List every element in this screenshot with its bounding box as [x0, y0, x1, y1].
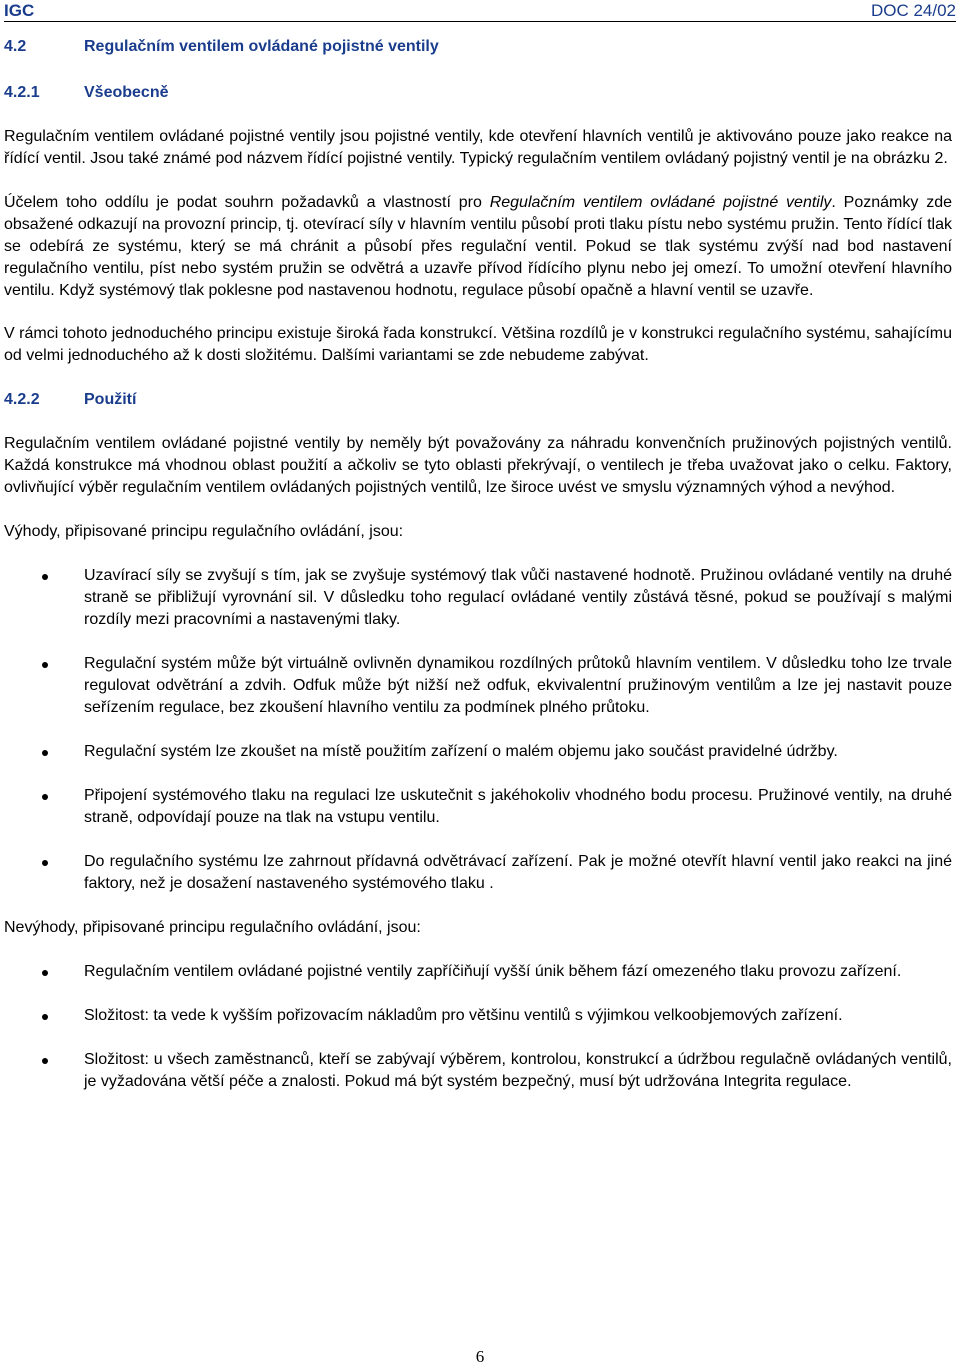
purpose-italic-term: Regulačním ventilem ovládané pojistné ventily [489, 194, 832, 211]
purpose-text-b: . Poznámky zde obsažené odkazují na provozní princip, tj. otevírací síly v hlavním ventilu působí proti tlaku pístu nebo systému pružin. Tento řídící tlak se odebírá ze systému, který se má chránit a působí přes regulační ventil. Pokud se tlak systému zvýší nad bod nastavení regulačního ventilu, píst nebo systém pružin se odvětrá a uzavře přívod řídícího plynu nebo jej omezí. To umožní otevření hlavního ventilu. Když systémový tlak poklesne pod nastavenou hodnotu, regulace působí opačně a hlavní ventil se uzavře. [4, 194, 953, 299]
list-item: Do regulačního systému lze zahrnout přídavná odvětrávací zařízení. Pak je možné otevřít hlavní ventil jako reakci na jiné faktory, než je dosažení nastaveného systémového tlaku . [4, 851, 952, 895]
bullet-icon [42, 574, 48, 580]
list-item: Připojení systémového tlaku na regulaci lze uskutečnit s jakéhokoliv vhodného bodu procesu. Pružinové ventily, na druhé straně, odpovídají pouze na tlak na vstupu ventilu. [4, 785, 952, 829]
paragraph-variants: V rámci tohoto jednoduchého principu existuje široká řada konstrukcí. Většina rozdílů je v konstrukci regulačního systému, sahajícímu od velmi jednoduchého až k dosti složitému. Dalšími variantami se zde nebudeme zabývat. [4, 325, 952, 364]
subsection-heading-general [4, 82, 952, 104]
subsection-number: 4.2.2 [4, 391, 40, 408]
advantages-list [4, 565, 952, 895]
advantages-intro: Výhody, připisované principu regulačního ovládání, jsou: [4, 523, 404, 540]
list-item: Regulačním ventilem ovládané pojistné ventily zapříčiňují vyšší únik během fází omezeného tlaku provozu zařízení. [4, 961, 952, 983]
bullet-icon [42, 970, 48, 976]
bullet-icon [42, 750, 48, 756]
bullet-icon [42, 1058, 48, 1064]
list-item: Regulační systém může být virtuálně ovlivněn dynamikou rozdílných průtoků hlavním ventilem. V důsledku toho lze trvale regulovat odvětrání a zdvih. Odfuk může být nižší než odfuk, ekvivalentní pružinovým ventilům a lze jej nastavit pouze seřízením regulace, bez zkoušení hlavního ventilu za podmínek plného průtoku. [4, 653, 952, 719]
subsection-heading-usage [4, 389, 952, 411]
section-heading [4, 36, 952, 58]
bullet-icon [42, 860, 48, 866]
section-number: 4.2 [4, 38, 27, 55]
list-item: Regulační systém lze zkoušet na místě použitím zařízení o malém objemu jako součást pravidelné údržby. [4, 741, 952, 763]
header-doc-id: DOC 24/02 [870, 1, 956, 20]
subsection-title: Použití [84, 391, 137, 408]
section-title: Regulačním ventilem ovládané pojistné ventily [84, 38, 439, 55]
subsection-title: Všeobecně [84, 84, 169, 101]
purpose-text-a: Účelem toho oddílu je podat souhrn požadavků a vlastností pro [4, 194, 490, 211]
paragraph-intro: Regulačním ventilem ovládané pojistné ventily jsou pojistné ventily, kde otevření hlavních ventilů je aktivováno pouze jako reakce na řídící ventil. Jsou také známé pod názvem řídící pojistné ventily. Typický regulačním ventilem ovládaný pojistný ventil je na obrázku 2. [4, 128, 952, 167]
disadvantages-list [4, 961, 952, 1093]
bullet-icon [42, 794, 48, 800]
paragraph-usage: Regulačním ventilem ovládané pojistné ventily by neměly být považovány za náhradu konvenčních pružinových pojistných ventilů. Každá konstrukce má vhodnou oblast použití a ačkoliv se tyto oblasti překrývají, o ventilech je třeba uvažovat jako o celku. Faktory, ovlivňující výběr regulačním ventilem ovládaných pojistných ventilů, lze široce uvést ve smyslu významných výhod a nevýhod. [4, 435, 952, 496]
bullet-icon [42, 662, 48, 668]
bullet-icon [42, 1014, 48, 1020]
page-header [4, 1, 956, 22]
paragraph-purpose [4, 192, 952, 302]
page-number: 6 [475, 1347, 485, 1366]
list-item: Uzavírací síly se zvyšují s tím, jak se zvyšuje systémový tlak vůči nastavené hodnotě. Pružinou ovládané ventily na druhé straně se přibližují vyrovnání sil. V důsledku toho regulací ovládané ventily zůstává těsné, pokud se používají s malými rozdíly mezi pracovními a nastavenými tlaky. [4, 565, 952, 631]
document-body [4, 36, 952, 1093]
list-item: Složitost: u všech zaměstnanců, kteří se zabývají výběrem, kontrolou, konstrukcí a údržbou regulačně ovládaných ventilů, je vyžadována větší péče a znalosti. Pokud má být systém bezpečný, musí být udržována Integrita regulace. [4, 1049, 952, 1093]
header-org: IGC [4, 1, 35, 20]
list-item: Složitost: ta vede k vyšším pořizovacím nákladům pro většinu ventilů s výjimkou velkoobjemových zařízení. [4, 1005, 952, 1027]
disadvantages-intro: Nevýhody, připisované principu regulačního ovládání, jsou: [4, 919, 421, 936]
subsection-number: 4.2.1 [4, 84, 40, 101]
